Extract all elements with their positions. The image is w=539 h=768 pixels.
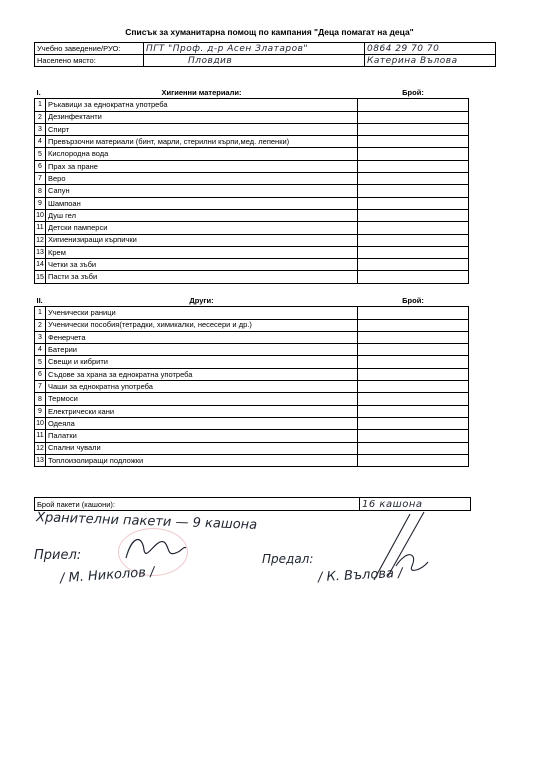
item-quantity-cell[interactable] [358,319,469,331]
item-label: Термоси [46,393,358,405]
item-number: 6 [35,160,46,172]
item-number: 7 [35,173,46,185]
item-label: Душ гел [46,209,358,221]
school-label: Учебно заведение/РУО: [35,43,144,55]
item-quantity-cell[interactable] [358,442,469,454]
item-quantity-cell[interactable] [358,123,469,135]
item-number: 8 [35,185,46,197]
item-label: Ръкавици за еднократна употреба [46,99,358,111]
item-number: 3 [35,123,46,135]
received-label: Приел: [34,548,82,563]
item-label: Превързочни материали (бинт, марли, стерилни кърпи,мед. лепенки) [46,136,358,148]
qty-header: Брой: [358,295,469,307]
city-label: Населено място: [35,55,144,67]
item-label: Веро [46,173,358,185]
item-quantity-cell[interactable] [358,381,469,393]
hygiene-header-row [35,87,469,99]
item-row [35,148,469,160]
item-quantity-cell[interactable] [358,430,469,442]
item-quantity-cell[interactable] [358,356,469,368]
item-quantity-cell[interactable] [358,259,469,271]
packages-table [34,497,471,511]
item-row [35,307,469,319]
item-number: 9 [35,197,46,209]
item-quantity-cell[interactable] [358,222,469,234]
item-number: 13 [35,454,46,466]
item-number: 2 [35,319,46,331]
item-quantity-cell[interactable] [358,209,469,221]
item-number: 12 [35,234,46,246]
item-label: Четки за зъби [46,259,358,271]
packages-value-text: 16 кашона [362,498,423,510]
item-label: Детски памперси [46,222,358,234]
item-row [35,185,469,197]
item-quantity-cell[interactable] [358,393,469,405]
item-quantity-cell[interactable] [358,307,469,319]
item-row [35,234,469,246]
item-quantity-cell[interactable] [358,99,469,111]
item-row [35,160,469,172]
item-label: Спирт [46,123,358,135]
receiver-signature [120,528,190,568]
item-label: Шампоан [46,197,358,209]
item-number: 11 [35,222,46,234]
item-row [35,331,469,343]
item-row [35,454,469,466]
item-quantity-cell[interactable] [358,148,469,160]
item-number: 1 [35,99,46,111]
item-row [35,197,469,209]
hygiene-table-body [35,87,469,283]
section-numeral: II. [35,295,46,307]
item-row [35,99,469,111]
item-number: 11 [35,430,46,442]
item-number: 10 [35,209,46,221]
item-label: Фенерчета [46,331,358,343]
item-label: Крем [46,246,358,258]
item-quantity-cell[interactable] [358,136,469,148]
item-label: Палатки [46,430,358,442]
item-label: Дезинфектанти [46,111,358,123]
other-header-row [35,295,469,307]
phone-value [365,43,496,55]
item-label: Електрически кани [46,405,358,417]
item-label: Прах за пране [46,160,358,172]
section-title: Хигиенни материали: [46,87,358,99]
phone-value-text: 0864 29 70 70 [367,43,440,54]
item-row [35,136,469,148]
handed-name: / К. Вълова / [317,565,403,586]
city-value-text: Пловдив [188,55,233,66]
item-number: 6 [35,368,46,380]
item-label: Свещи и кибрити [46,356,358,368]
item-row [35,173,469,185]
school-value [144,43,365,55]
contact-value [365,55,496,67]
item-number: 2 [35,111,46,123]
item-number: 1 [35,307,46,319]
item-row [35,356,469,368]
item-number: 5 [35,356,46,368]
qty-header: Брой: [358,87,469,99]
item-number: 10 [35,417,46,429]
item-row [35,393,469,405]
handed-label: Предал: [262,552,314,566]
item-row [35,381,469,393]
item-quantity-cell[interactable] [358,173,469,185]
item-row [35,430,469,442]
item-number: 14 [35,259,46,271]
item-label: Съдове за храна за еднократна употреба [46,368,358,380]
item-number: 8 [35,393,46,405]
document-title: Списък за хуманитарна помощ по кампания "Деца помагат на деца" [125,27,414,37]
section-numeral: I. [35,87,46,99]
item-number: 4 [35,136,46,148]
hygiene-table [34,87,469,284]
item-quantity-cell[interactable] [358,331,469,343]
other-table-body [35,295,469,467]
item-number: 7 [35,381,46,393]
item-label: Одеяла [46,417,358,429]
item-number: 9 [35,405,46,417]
packages-value [360,498,471,511]
other-table [34,295,469,467]
contact-value-text: Катерина Вълова [367,55,458,66]
item-row [35,442,469,454]
item-row [35,123,469,135]
item-row [35,271,469,283]
item-quantity-cell[interactable] [358,185,469,197]
item-label: Батерии [46,344,358,356]
item-quantity-cell[interactable] [358,344,469,356]
item-row [35,222,469,234]
item-row [35,417,469,429]
item-label: Кислородна вода [46,148,358,160]
item-quantity-cell[interactable] [358,234,469,246]
item-number: 12 [35,442,46,454]
item-number: 13 [35,246,46,258]
item-number: 15 [35,271,46,283]
city-value [144,55,365,67]
item-label: Ученически пособия(тетрадки, химикалки, несесери и др.) [46,319,358,331]
deliverer-signature [366,510,446,585]
item-quantity-cell[interactable] [358,454,469,466]
item-quantity-cell[interactable] [358,246,469,258]
item-row [35,209,469,221]
item-row [35,259,469,271]
item-label: Хигиенизиращи кърпички [46,234,358,246]
item-label: Чаши за еднократна употреба [46,381,358,393]
item-number: 3 [35,331,46,343]
item-row [35,246,469,258]
item-label: Спални чували [46,442,358,454]
item-row [35,405,469,417]
item-quantity-cell[interactable] [358,368,469,380]
item-quantity-cell[interactable] [358,160,469,172]
item-row [35,111,469,123]
item-row [35,368,469,380]
item-label: Сапун [46,185,358,197]
item-quantity-cell[interactable] [358,271,469,283]
header-table [34,42,496,67]
item-row [35,319,469,331]
section-title: Други: [46,295,358,307]
item-row [35,344,469,356]
school-value-text: ПГТ "Проф. д-р Асен Златаров" [146,43,309,54]
item-quantity-cell[interactable] [358,197,469,209]
item-number: 4 [35,344,46,356]
item-quantity-cell[interactable] [358,405,469,417]
food-packages-note: Хранителни пакети — 9 кашона [35,510,258,533]
received-name: / М. Николов / [59,564,155,587]
item-number: 5 [35,148,46,160]
item-label: Пасти за зъби [46,271,358,283]
item-label: Топлоизолиращи подложки [46,454,358,466]
item-label: Ученически раници [46,307,358,319]
item-quantity-cell[interactable] [358,111,469,123]
item-quantity-cell[interactable] [358,417,469,429]
packages-label: Брой пакети (кашони): [35,498,360,511]
